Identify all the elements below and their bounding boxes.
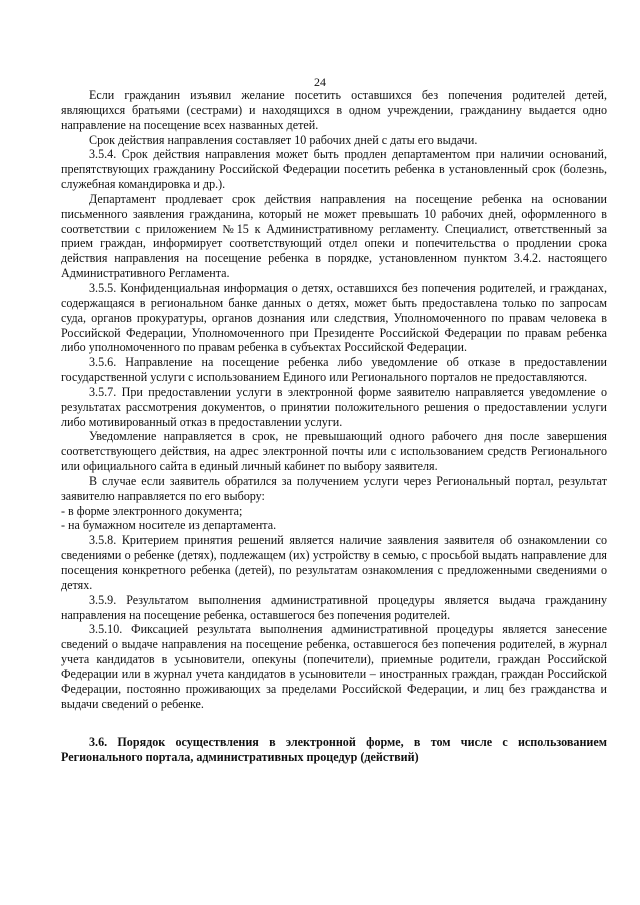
list-item-electronic: - в форме электронного документа; — [61, 503, 243, 518]
paragraph-3-5-9: 3.5.9. Результатом выполнения административной процедуры является выдача гражданину направления на посещение ребенка, оставшегося без попечения родителей. — [61, 592, 607, 622]
paragraph-3-5-5: 3.5.5. Конфиденциальная информация о детях, оставшихся без попечения родителей, и гражданах, содержащаяся в региональном банке данных о детях, может быть предоставлена только по запросам суда, органов прокуратуры, органов дознания или следствия, Уполномоченного по правам человека в Российской Федерации, Уполномоченного при Президенте Российской Федерации по правам ребенка либо уполномоченного по правам ребенка в субъектах Российской Федерации. — [61, 280, 607, 355]
paragraph-siblings-referral: Если гражданин изъявил желание посетить оставшихся без попечения родителей детей, являющихся братьями (сестрами) и находящихся в одном учреждении, гражданину выдается одно направление на посещение всех названных детей. — [61, 88, 607, 132]
paragraph-3-5-8: 3.5.8. Критерием принятия решений является наличие заявления заявителя об ознакомлении со сведениями о ребенке (детях), подлежащем (их) устройству в семью, с просьбой выдать направление для посещения конкретного ребенка (детей), по результатам ознакомления с предложенными сведениями о детях. — [61, 533, 607, 592]
section-heading-3-6: 3.6. Порядок осуществления в электронной форме, в том числе с использованием Регионального портала, административных процедур (действий) — [61, 735, 607, 765]
paragraph-referral-validity: Срок действия направления составляет 10 рабочих дней с даты его выдачи. — [89, 132, 478, 147]
paragraph-3-5-10: 3.5.10. Фиксацией результата выполнения административной процедуры является занесение сведений о выдаче направления на посещение ребенка, оставшегося без попечения родителей, в журнал учета кандидатов в усыновители, опекуны (попечители), приемные родители, граждан Российской Федерации или в журнал учета кандидатов в усыновители – иностранных граждан, граждан Российской Федерации, постоянно проживающих за пределами Российской Федерации, и лиц без гражданства и выдачи сведений о ребенке. — [61, 622, 607, 711]
paragraph-3-5-7: 3.5.7. При предоставлении услуги в электронной форме заявителю направляется уведомление о результатах рассмотрения документов, о принятии положительного решения о предоставлении услуги либо мотивированный отказ в предоставлении услуги. — [61, 384, 607, 429]
document-body — [61, 88, 607, 765]
paragraph-regional-portal-result: В случае если заявитель обратился за получением услуги через Региональный портал, результат заявителю направляется по его выбору: — [61, 473, 607, 503]
paragraph-3-5-6: 3.5.6. Направление на посещение ребенка либо уведомление об отказе в предоставлении государственной услуги с использованием Единого или Регионального порталов не предоставляются. — [61, 355, 607, 385]
paragraph-extension-procedure: Департамент продлевает срок действия направления на посещение ребенка на основании письменного заявления гражданина, который не может превышать 10 рабочих дней, оформленного в соответствии с приложением №15 к Административному регламенту. Специалист, ответственный за прием граждан, информирует соответствующий отдел опеки и попечительства о продлении срока действия направления на посещение ребенка в порядке, установленном пунктом 3.4.2. настоящего Административного Регламента. — [61, 191, 607, 281]
list-item-paper: - на бумажном носителе из департамента. — [61, 518, 277, 533]
page-number: 24 — [314, 75, 326, 89]
paragraph-notification-term: Уведомление направляется в срок, не превышающий одного рабочего дня после завершения соответствующего действия, на адрес электронной почты или с использованием средств Регионального или официального сайта в единый личный кабинет по выбору заявителя. — [61, 429, 607, 474]
paragraph-3-5-4: 3.5.4. Срок действия направления может быть продлен департаментом при наличии оснований, препятствующих гражданину Российской Федерации посетить ребенка в установленный срок (болезнь, служебная командировка и др.). — [61, 147, 607, 192]
